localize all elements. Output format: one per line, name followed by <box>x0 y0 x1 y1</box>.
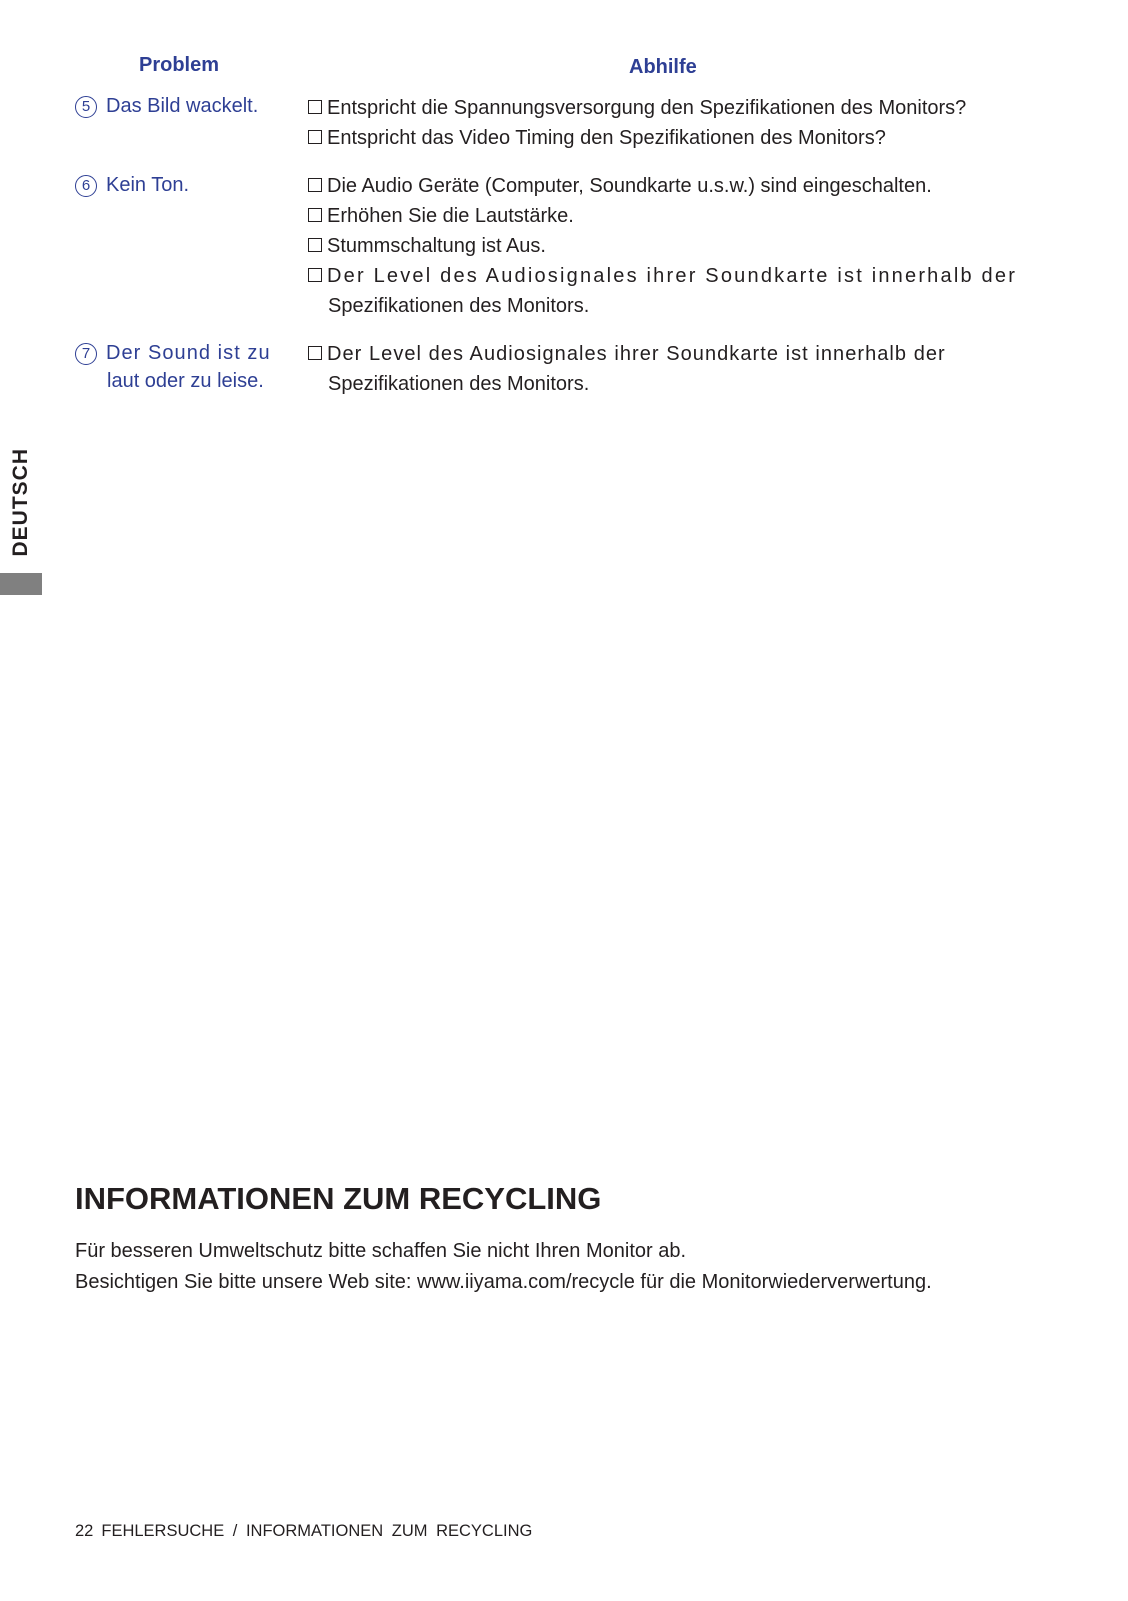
remedy-text: Entspricht das Video Timing den Spezifikationen des Monitors? <box>327 127 886 149</box>
remedy-item <box>308 172 1068 200</box>
problem-item-5 <box>75 92 295 120</box>
problem-column-header: Problem <box>139 54 220 76</box>
recycling-heading: INFORMATIONEN ZUM RECYCLING <box>75 1181 602 1216</box>
remedy-text: Die Audio Geräte (Computer, Soundkarte u.s.w.) sind eingeschalten. <box>327 175 932 197</box>
problem-item-6 <box>75 171 295 199</box>
remedy-text: Der Level des Audiosignales ihrer Soundkarte ist innerhalb der <box>327 343 946 365</box>
checkbox-square-icon <box>308 130 322 144</box>
page-footer <box>75 1521 532 1541</box>
remedy-item <box>308 202 1068 230</box>
problem-text: Der Sound ist zu <box>106 342 271 364</box>
problem-text: Kein Ton. <box>106 174 190 196</box>
problem-text: Das Bild wackelt. <box>106 95 259 117</box>
recycling-line: Für besseren Umweltschutz bitte schaffen Sie nicht Ihren Monitor ab. <box>75 1240 687 1262</box>
remedy-list-6 <box>308 172 1068 320</box>
checkbox-square-icon <box>308 208 322 222</box>
remedy-text: Stummschaltung ist Aus. <box>327 235 546 257</box>
problem-item-7 <box>75 339 295 395</box>
checkbox-square-icon <box>308 100 322 114</box>
checkbox-square-icon <box>308 268 322 282</box>
recycling-body <box>75 1236 932 1298</box>
checkbox-square-icon <box>308 238 322 252</box>
remedy-text: Entspricht die Spannungsversorgung den Spezifikationen des Monitors? <box>327 97 967 119</box>
remedy-item <box>308 340 1068 398</box>
circled-number-6: 6 <box>75 175 97 197</box>
language-tab-label: DEUTSCH <box>9 448 32 557</box>
remedy-item <box>308 232 1068 260</box>
remedy-text-continued: Spezifikationen des Monitors. <box>328 295 590 317</box>
circled-number-5: 5 <box>75 96 97 118</box>
circled-number-7: 7 <box>75 343 97 365</box>
footer-section-title: FEHLERSUCHE / INFORMATIONEN ZUM RECYCLING <box>101 1522 533 1540</box>
recycling-line: Besichtigen Sie bitte unsere Web site: www.iiyama.com/recycle für die Monitorwiederverwertung. <box>75 1271 932 1293</box>
checkbox-square-icon <box>308 346 322 360</box>
remedy-text: Erhöhen Sie die Lautstärke. <box>327 205 574 227</box>
remedy-item <box>308 124 1068 152</box>
checkbox-square-icon <box>308 178 322 192</box>
remedy-list-5 <box>308 94 1068 152</box>
language-tab-marker <box>0 573 42 595</box>
remedy-list-7 <box>308 340 1068 398</box>
remedy-text-continued: Spezifikationen des Monitors. <box>328 373 590 395</box>
remedy-item <box>308 262 1068 320</box>
page-number: 22 <box>75 1522 94 1540</box>
remedy-column-header: Abhilfe <box>629 56 697 78</box>
remedy-text: Der Level des Audiosignales ihrer Soundkarte ist innerhalb der <box>327 265 1018 287</box>
problem-text-continued: laut oder zu leise. <box>107 370 264 392</box>
remedy-item <box>308 94 1068 122</box>
